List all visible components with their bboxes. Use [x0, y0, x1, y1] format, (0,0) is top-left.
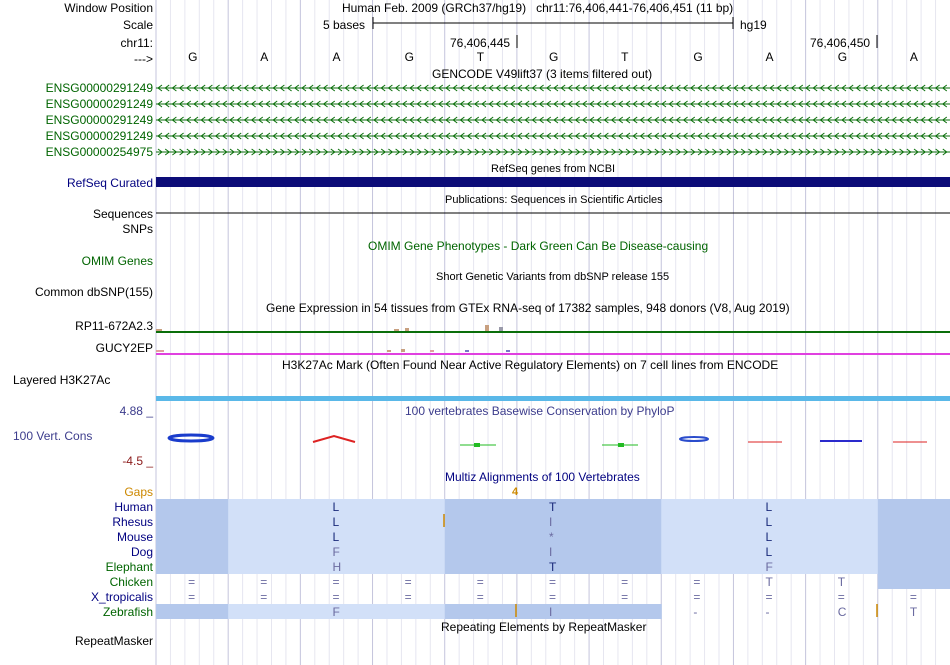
residue-letter: -	[693, 605, 698, 619]
residue-letter: T	[548, 500, 557, 514]
alignment-block	[589, 544, 662, 559]
alignment-block	[156, 529, 229, 544]
omim-title: OMIM Gene Phenotypes - Dark Green Can Be Disease-causing	[368, 239, 709, 253]
alignment-block	[373, 514, 446, 529]
alignment-block	[878, 529, 950, 544]
position-label-2: 76,406,450	[810, 36, 871, 50]
label-omim-genes[interactable]: OMIM Genes	[81, 254, 153, 268]
residue-letter: H	[332, 560, 342, 574]
scale-bar	[373, 17, 877, 48]
base-letter: A	[909, 50, 918, 64]
base-letter: T	[621, 50, 629, 64]
residue-letter: F	[332, 545, 340, 559]
residue-letter: =	[260, 575, 268, 589]
alignment-block	[878, 514, 950, 529]
phylop-title: 100 vertebrates Basewise Conservation by PhyloP	[405, 404, 675, 418]
alignment-block	[806, 529, 879, 544]
alignment-block	[445, 544, 518, 559]
alignment-block	[878, 559, 950, 574]
position-label-1: 76,406,445	[450, 36, 511, 50]
alignment-block	[156, 499, 229, 514]
residue-letter: =	[693, 575, 701, 589]
residue-letter: -	[765, 605, 770, 619]
assembly-title: Human Feb. 2009 (GRCh37/hg19) chr11:76,406,441-76,406,451 (11 bp)	[342, 1, 734, 15]
label-window-position: Window Position	[64, 1, 153, 15]
alignment-block	[661, 559, 734, 574]
gtex-title: Gene Expression in 54 tissues from GTEx RNA-seq of 17382 samples, 948 donors (V8, Aug 2019)	[266, 301, 790, 315]
refseq-curated-bar[interactable]	[156, 177, 950, 187]
publications-title: Publications: Sequences in Scientific Articles	[445, 194, 663, 206]
alignment-block	[156, 604, 229, 619]
residue-letter: =	[765, 590, 773, 604]
alignment-block	[373, 499, 446, 514]
alignment-block	[228, 544, 301, 559]
alignment-block	[589, 514, 662, 529]
label-cons-min: -4.5 _	[122, 454, 153, 468]
residue-letter: L	[765, 515, 773, 529]
species-label[interactable]: Human	[114, 500, 153, 514]
residue-letter: =	[693, 590, 701, 604]
residue-letter: =	[548, 590, 556, 604]
base-letter: A	[765, 50, 774, 64]
alignment-block	[517, 604, 590, 619]
label-rp11-672a2-3[interactable]: RP11-672A2.3	[75, 319, 153, 333]
phylop-conservation-glyphs[interactable]	[169, 435, 927, 447]
base-letter: G	[693, 50, 703, 64]
residue-letter: =	[404, 575, 412, 589]
species-label[interactable]: Dog	[130, 545, 153, 559]
alignment-block	[156, 544, 229, 559]
residue-letter: L	[765, 500, 773, 514]
label-gucy2ep[interactable]: GUCY2EP	[95, 341, 153, 355]
gap-count: 4	[512, 486, 519, 498]
residue-letter: T	[837, 575, 846, 589]
alignment-block	[517, 544, 590, 559]
residue-letter: I	[548, 545, 553, 559]
alignment-block	[878, 499, 950, 514]
alignment-block	[228, 514, 301, 529]
residue-letter: =	[332, 575, 340, 589]
alignment-block	[228, 499, 301, 514]
species-label[interactable]: Elephant	[105, 560, 153, 574]
residue-letter: C	[837, 605, 847, 619]
base-letter: G	[837, 50, 848, 64]
alignment-block	[373, 604, 446, 619]
alignment-block	[661, 514, 734, 529]
scale-db: hg19	[740, 18, 767, 32]
label-common-dbsnp[interactable]: Common dbSNP(155)	[34, 285, 153, 299]
species-label[interactable]: Rhesus	[112, 515, 153, 529]
species-label[interactable]: X_tropicalis	[90, 590, 153, 604]
alignment-block	[445, 529, 518, 544]
alignment-block	[589, 604, 662, 619]
alignment-block	[517, 514, 590, 529]
residue-letter: =	[621, 575, 629, 589]
label-layered-h3k27ac[interactable]: Layered H3K27Ac	[13, 373, 111, 387]
gene-label[interactable]: ENSG00000291249	[45, 113, 153, 127]
h3k27ac-title: H3K27Ac Mark (Often Found Near Active Regulatory Elements) on 7 cell lines from ENCODE	[282, 358, 779, 372]
residue-letter: =	[404, 590, 412, 604]
gene-label[interactable]: ENSG00000291249	[45, 81, 153, 95]
gtex-rp11-track[interactable]	[156, 325, 950, 332]
base-letter: A	[260, 50, 269, 64]
residue-letter: =	[909, 590, 917, 604]
dbsnp-title: Short Genetic Variants from dbSNP release 155	[436, 271, 670, 283]
residue-letter: L	[765, 545, 773, 559]
h3k27ac-signal-bar[interactable]	[156, 396, 950, 401]
residue-letter: F	[765, 560, 773, 574]
residue-letter: *	[548, 530, 554, 544]
alignment-block	[445, 559, 518, 574]
alignment-block	[878, 574, 950, 589]
alignment-block	[373, 544, 446, 559]
gene-label[interactable]: ENSG00000291249	[45, 97, 153, 111]
residue-letter: =	[260, 590, 268, 604]
label-strand: --->	[134, 52, 153, 66]
multiz-title: Multiz Alignments of 100 Vertebrates	[445, 470, 640, 484]
residue-letter: F	[332, 605, 340, 619]
alignment-block	[806, 514, 879, 529]
alignment-block	[806, 559, 879, 574]
residue-letter: L	[332, 500, 340, 514]
label-gaps: Gaps	[124, 485, 153, 499]
alignment-block	[589, 499, 662, 514]
gene-label[interactable]: ENSG00000291249	[45, 129, 153, 143]
alignment-block	[589, 559, 662, 574]
alignment-block	[373, 559, 446, 574]
species-label[interactable]: Chicken	[109, 575, 153, 589]
label-100-vert-cons[interactable]: 100 Vert. Cons	[13, 429, 93, 443]
base-letter: G	[188, 50, 198, 64]
refseq-title: RefSeq genes from NCBI	[491, 163, 616, 175]
alignment-block	[228, 559, 301, 574]
residue-letter: =	[837, 590, 845, 604]
alignment-block	[661, 544, 734, 559]
species-label[interactable]: Zebrafish	[102, 605, 153, 619]
label-repeatmasker[interactable]: RepeatMasker	[74, 634, 153, 648]
residue-letter: L	[332, 530, 340, 544]
residue-letter: =	[476, 575, 484, 589]
alignment-block	[373, 529, 446, 544]
residue-letter: L	[765, 530, 773, 544]
alignment-block	[228, 604, 301, 619]
alignment-block	[589, 529, 662, 544]
residue-letter: L	[332, 515, 340, 529]
alignment-block	[228, 529, 301, 544]
base-letter: G	[404, 50, 414, 64]
label-snps[interactable]: SNPs	[122, 222, 153, 236]
alignment-block	[661, 499, 734, 514]
residue-letter: =	[476, 590, 484, 604]
residue-letter: =	[621, 590, 629, 604]
label-cons-max: 4.88 _	[119, 404, 153, 418]
residue-letter: T	[909, 605, 918, 619]
gene-label[interactable]: ENSG00000254975	[45, 145, 153, 159]
alignment-block	[156, 559, 229, 574]
alignment-block	[806, 499, 879, 514]
residue-letter: T	[765, 575, 773, 589]
residue-letter: =	[188, 590, 196, 604]
base-letter: A	[332, 50, 341, 64]
residue-letter: =	[548, 575, 556, 589]
alignment-block	[806, 544, 879, 559]
alignment-block	[661, 529, 734, 544]
residue-letter: =	[188, 575, 196, 589]
gencode-title: GENCODE V49lift37 (3 items filtered out)	[432, 67, 653, 81]
residue-letter: I	[548, 515, 553, 529]
label-chrom: chr11:	[120, 36, 153, 50]
species-label[interactable]: Mouse	[116, 530, 153, 544]
residue-letter: T	[548, 560, 557, 574]
alignment-block	[156, 514, 229, 529]
alignment-block	[878, 544, 950, 559]
alignment-block	[445, 499, 518, 514]
label-scale: Scale	[122, 18, 153, 32]
gencode-gene-lines[interactable]	[156, 85, 950, 155]
label-sequences[interactable]: Sequences	[92, 207, 153, 221]
repeatmasker-title: Repeating Elements by RepeatMasker	[441, 620, 647, 634]
alignment-block	[445, 604, 518, 619]
base-letter: G	[548, 50, 559, 64]
alignment-block	[445, 514, 518, 529]
label-refseq-curated[interactable]: RefSeq Curated	[66, 176, 153, 190]
scale-text: 5 bases	[323, 18, 366, 32]
residue-letter: =	[332, 590, 340, 604]
gtex-gucy2ep-track[interactable]	[156, 349, 950, 354]
residue-letter: I	[548, 605, 553, 619]
base-letter: T	[476, 50, 485, 64]
